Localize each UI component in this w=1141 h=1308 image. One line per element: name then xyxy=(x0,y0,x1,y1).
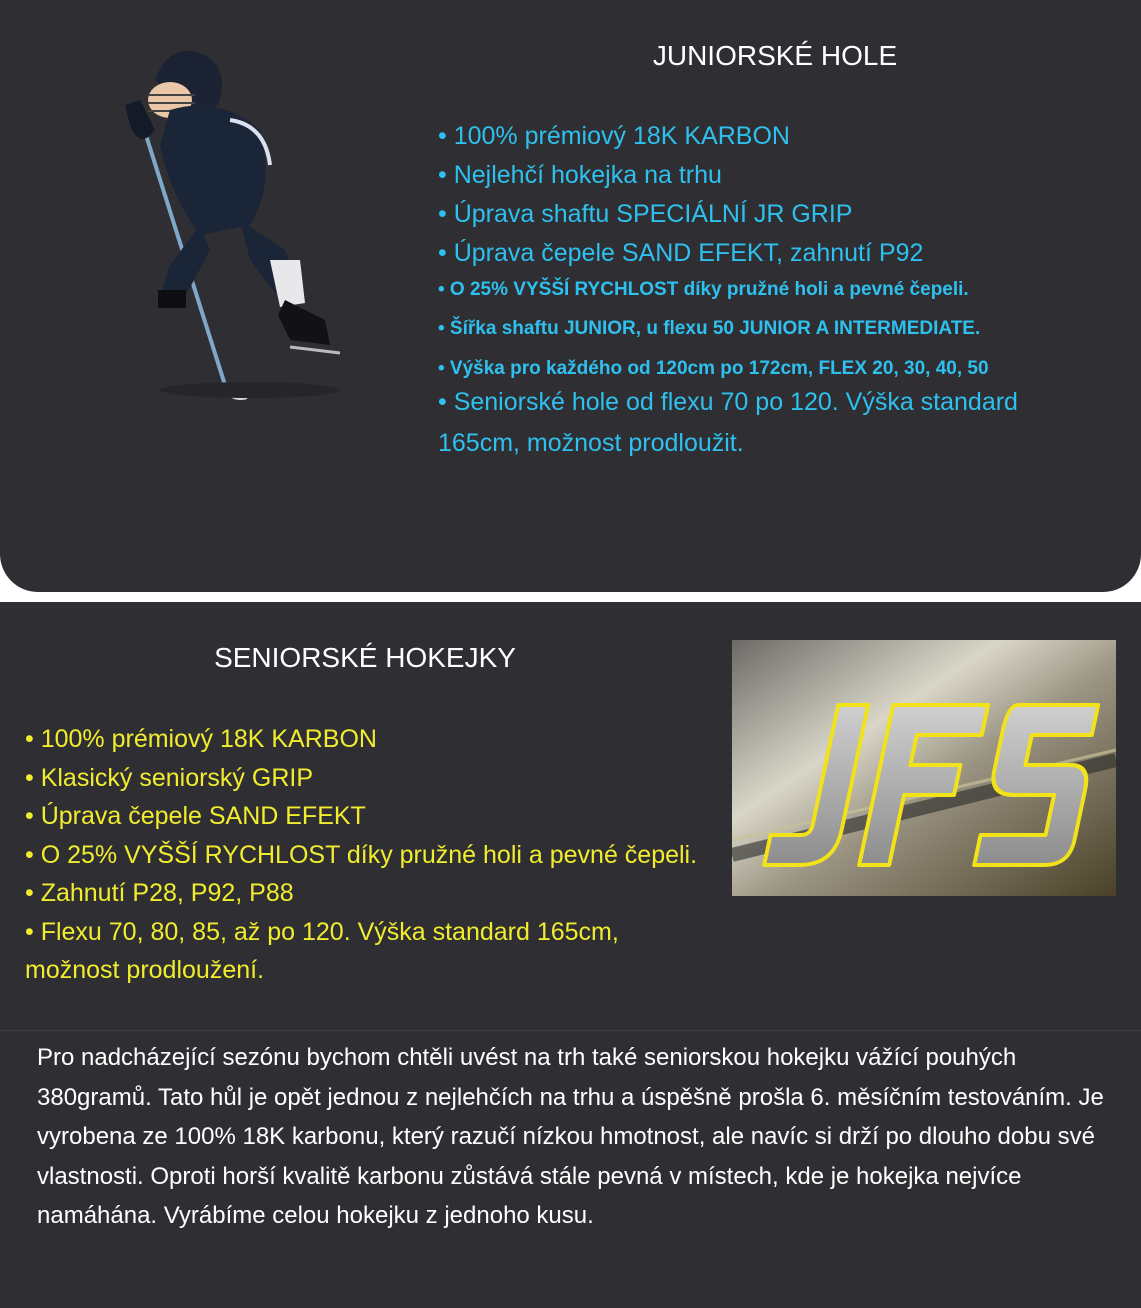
senior-title: SENIORSKÉ HOKEJKY xyxy=(214,642,516,673)
junior-feature-list xyxy=(438,117,1138,464)
junior-title: JUNIORSKÉ HOLE xyxy=(652,40,898,71)
jfs-logo-image xyxy=(732,640,1116,896)
list-item: • Úprava shaftu SPECIÁLNÍ JR GRIP xyxy=(438,200,853,228)
list-item: • Seniorské hole od flexu 70 po 120. Výška standard 165cm, možnost prodloužit. xyxy=(438,388,1018,457)
list-item: • Klasický seniorský GRIP xyxy=(25,763,313,792)
list-item: • Úprava čepele SAND EFEKT xyxy=(25,802,366,830)
list-item: • Úprava čepele SAND EFEKT, zahnutí P92 xyxy=(438,239,924,267)
list-item: • Šířka shaftu JUNIOR, u flexu 50 JUNIOR A INTERMEDIATE. xyxy=(438,318,981,339)
list-item: • Nejlehčí hokejka na trhu xyxy=(438,161,722,189)
list-item: • O 25% VYŠŠÍ RYCHLOST díky pružné holi a pevné čepeli. xyxy=(438,279,969,300)
list-item: • 100% prémiový 18K KARBON xyxy=(25,725,377,753)
list-item: • Zahnutí P28, P92, P88 xyxy=(25,879,294,907)
senior-section xyxy=(0,602,1141,1308)
list-item: • Výška pro každého od 120cm po 172cm, FLEX 20, 30, 40, 50 xyxy=(438,358,989,379)
hockey-player-image xyxy=(100,35,360,410)
senior-description: Pro nadcházející sezónu bychom chtěli uvést na trh také seniorskou hokejku vážící pouhých 380gramů. Tato hůl je opět jednou z nejlehčích na trhu a úspěšně prošla 6. měsíčním testováním. Je vyrobena ze 100% 18K karbonu, který razučí nízkou hmotnost, ale navíc si drží po dlouho dobu své vlastnosti. Oproti horší kvalitě karbonu zůstává stále pevná v místech, kde je hokejka nejvíce namáhána. Vyrábíme celou hokejku z jednoho kusu. xyxy=(37,1044,1104,1229)
senior-feature-list xyxy=(25,720,715,990)
list-item: • Flexu 70, 80, 85, až po 120. Výška standard 165cm, možnost prodloužení. xyxy=(25,917,619,984)
list-item: • O 25% VYŠŠÍ RYCHLOST díky pružné holi a pevné čepeli. xyxy=(25,840,698,869)
list-item: • 100% prémiový 18K KARBON xyxy=(438,122,790,150)
junior-section xyxy=(0,0,1141,592)
section-divider xyxy=(0,1030,1141,1031)
